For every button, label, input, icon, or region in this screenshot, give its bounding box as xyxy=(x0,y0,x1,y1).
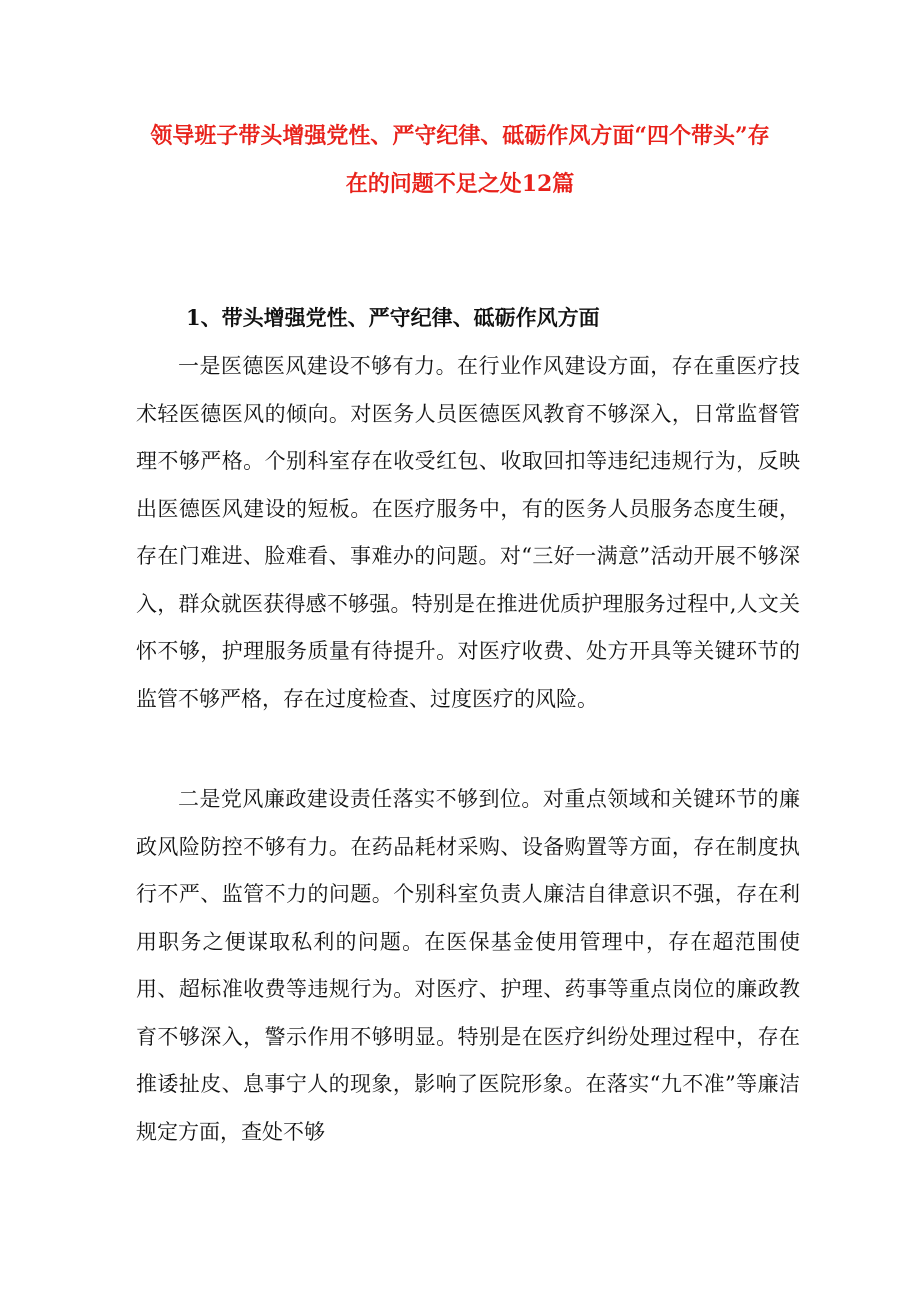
paragraph-2: 二是党风廉政建设责任落实不够到位。对重点领域和关键环节的廉政风险防控不够有力。在药品耗材采购、设备购置等方面，存在制度执行不严、监管不力的问题。个别科室负责人廉洁自律意识不强，存在利用职务之便谋取私利的问题。在医保基金使用管理中，存在超范围使用、超标准收费等违规行为。对医疗、护理、药事等重点岗位的廉政教育不够深入，警示作用不够明显。特别是在医疗纠纷处理过程中，存在推诿扯皮、息事宁人的现象，影响了医院形象。在落实“九不准”等廉洁规定方面，查处不够 xyxy=(136,787,800,1144)
document-title: 领导班子带头增强党性、严守纪律、砥砺作风方面“四个带头”存在的问题不足之处12篇 xyxy=(150,123,770,197)
section-heading: 1、带头增强党性、严守纪律、砥砺作风方面 xyxy=(186,305,600,330)
paragraph-1: 一是医德医风建设不够有力。在行业作风建设方面，存在重医疗技术轻医德医风的倾向。对医务人员医德医风教育不够深入，日常监督管理不够严格。个别科室存在收受红包、收取回扣等违纪违规行为，反映出医德医风建设的短板。在医疗服务中，有的医务人员服务态度生硬，存在门难进、脸难看、事难办的问题。对“三好一满意”活动开展不够深入，群众就医获得感不够强。特别是在推进优质护理服务过程中,人文关怀不够，护理服务质量有待提升。对医疗收费、处方开具等关键环节的监管不够严格，存在过度检查、过度医疗的风险。 xyxy=(136,354,800,711)
